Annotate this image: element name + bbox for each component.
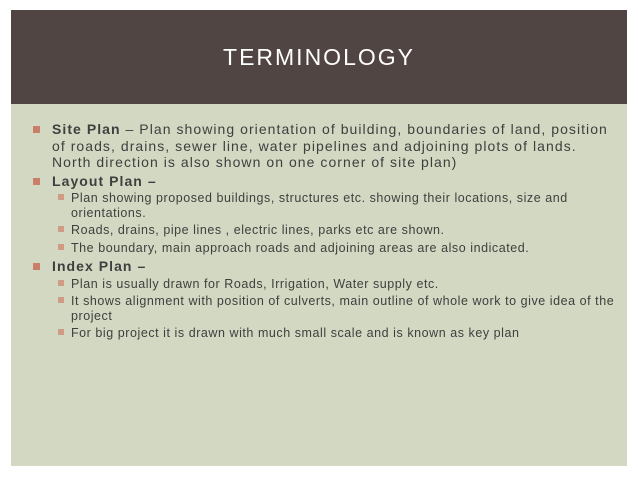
layout-plan-item-text: Roads, drains, pipe lines , electric lines, parks etc are shown. [71,223,445,237]
index-plan-label: Index Plan – [52,258,147,274]
index-plan-item [31,326,615,341]
small-square-bullet-icon [58,297,64,303]
square-bullet-icon [33,178,40,185]
index-plan-item-text: For big project it is drawn with much small scale and is known as key plan [71,326,520,340]
layout-plan-item [31,191,615,220]
small-square-bullet-icon [58,329,64,335]
square-bullet-icon [33,263,40,270]
square-bullet-icon [33,126,40,133]
index-plan-item [31,277,615,292]
slide-content [31,121,615,344]
small-square-bullet-icon [58,226,64,232]
small-square-bullet-icon [58,194,64,200]
layout-plan-item-text: Plan showing proposed buildings, structures etc. showing their locations, size and orientations. [71,191,568,220]
index-plan-item-text: Plan is usually drawn for Roads, Irrigation, Water supply etc. [71,276,439,291]
index-plan-item [31,294,615,323]
layout-plan-item [31,241,615,256]
title-bar [11,10,627,104]
small-square-bullet-icon [58,280,64,286]
layout-plan-item-text: The boundary, main approach roads and adjoining areas are also indicated. [71,240,530,255]
index-plan-item-text: It shows alignment with position of culverts, main outline of whole work to give idea of the project [71,294,615,323]
layout-plan-label: Layout Plan – [52,172,157,189]
site-plan-label: Site Plan [52,121,121,137]
bullet-index-plan [31,258,615,275]
site-plan-text: – Plan showing orientation of building, boundaries of land, position of roads, drains, sewer line, water pipelines and adjoining plots of lands. North direction is also shown on one corner of site plan) [52,121,608,170]
slide-title: TERMINOLOGY [223,43,415,70]
small-square-bullet-icon [58,244,64,250]
layout-plan-item [31,223,615,238]
slide [11,10,627,466]
bullet-site-plan [31,121,615,171]
bullet-layout-plan [31,173,615,190]
